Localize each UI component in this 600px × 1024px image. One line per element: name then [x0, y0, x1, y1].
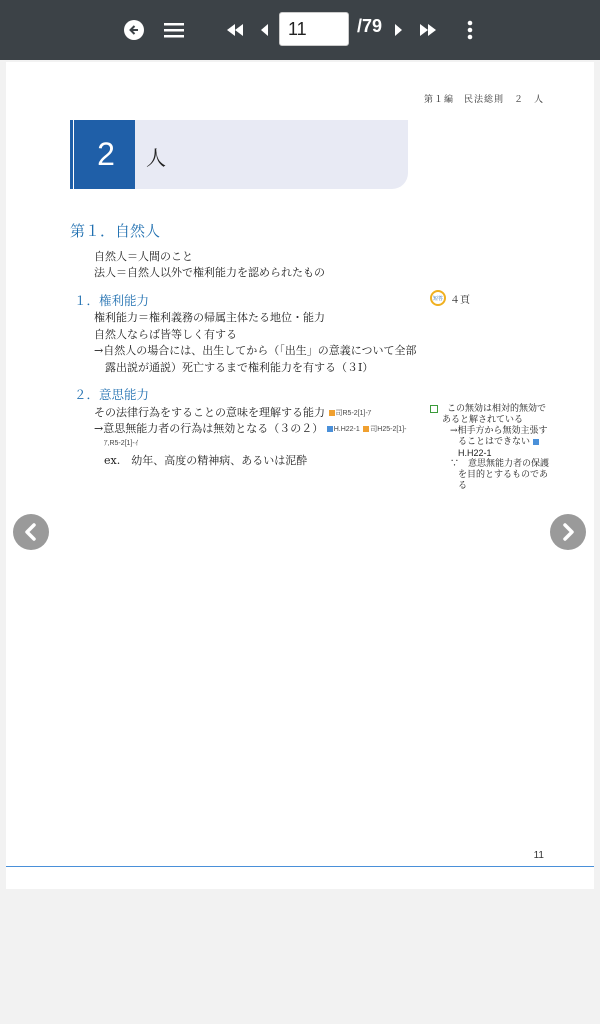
body-line [94, 404, 371, 420]
page-total-label: /79 [357, 16, 383, 36]
previous-page-button[interactable] [257, 14, 271, 46]
body-line: 露出説が通説）死亡するまで権利能力を有する（３Ⅰ） [94, 361, 374, 374]
rewind-icon [226, 24, 244, 36]
chapter-header [70, 120, 408, 189]
body-line: 自然人ならば皆等しく有する [94, 328, 237, 341]
subsection-title: ２．意思能力 [74, 387, 150, 402]
tag-text: 司R5-2[1]-ｱ [335, 410, 372, 417]
side-note-line: ∵ 意思無能力者の保護 [450, 459, 550, 469]
body-text: その法律行為をすることの意味を理解する能力 [94, 406, 325, 419]
side-note-line: →相手方から無効主張す [450, 426, 548, 436]
previous-page-arrow[interactable] [13, 514, 49, 550]
viewer-toolbar [0, 0, 600, 60]
page-number-input[interactable] [279, 12, 349, 46]
side-note-line: あると解されている [442, 415, 524, 425]
last-page-button[interactable] [417, 14, 439, 46]
tag-text: H.H22-1 [333, 425, 360, 433]
side-reference [430, 290, 470, 306]
short-answer-badge-icon: 短答 [430, 290, 446, 306]
body-line: ex. 幼年、高度の精神病、あるいは泥酔 [104, 454, 308, 467]
footer-rule [6, 866, 594, 867]
blue-square-icon [327, 426, 333, 432]
orange-square-icon [363, 426, 369, 432]
hamburger-icon [164, 22, 184, 38]
next-page-button[interactable] [391, 14, 405, 46]
exam-reference-tag: ｱ,R5-2[1]-ｲ [104, 440, 139, 447]
side-note-line [458, 437, 540, 448]
chevron-left-icon [23, 523, 39, 541]
side-note-line: H.H22-1 [458, 448, 492, 458]
chapter-number: 2 [77, 120, 135, 189]
subsection-title: １．権利能力 [74, 293, 150, 308]
blue-square-icon [533, 439, 539, 445]
fast-forward-icon [419, 24, 437, 36]
menu-button[interactable] [163, 14, 185, 46]
side-note-line: を目的とするものであ [458, 470, 549, 480]
chapter-stripe-decoration [70, 120, 77, 189]
body-text: →意思無能力者の行為は無効となる（３の２） [94, 422, 324, 435]
exam-reference-tag [363, 424, 406, 434]
next-page-arrow[interactable] [550, 514, 586, 550]
more-options-button[interactable] [462, 14, 478, 46]
first-page-button[interactable] [224, 14, 246, 46]
note-text: この無効は相対的無効で [447, 404, 547, 414]
back-button[interactable] [122, 14, 146, 46]
section-title: 第１．自然人 [70, 222, 161, 240]
side-reference-text: ４頁 [450, 294, 470, 306]
page-number: 11 [533, 850, 544, 861]
chevron-right-icon [560, 523, 576, 541]
checkbox-icon [430, 405, 438, 413]
body-line [94, 420, 406, 436]
tag-text: 司H25-2[1]- [370, 426, 407, 433]
intro-line: 法人＝自然人以外で権利能力を認められたもの [94, 266, 325, 279]
vertical-dots-icon [467, 20, 473, 40]
body-line: 権利能力＝権利義務の帰属主体たる地位・能力 [94, 311, 325, 324]
body-line: →自然人の場合には、出生してから（「出生」の意義について全部 [94, 344, 417, 357]
arrow-left-circle-icon [124, 20, 144, 40]
caret-left-icon [260, 24, 269, 36]
document-page [6, 62, 594, 889]
intro-line: 自然人＝人間のこと [94, 250, 193, 263]
running-head: 第１編 民法総則 ２ 人 [423, 95, 544, 105]
side-note-line: る [458, 481, 468, 491]
side-note-line [430, 404, 546, 415]
note-text: ることはできない [458, 437, 531, 447]
orange-square-icon [329, 410, 335, 416]
exam-reference-tag [329, 408, 372, 418]
caret-right-icon [394, 24, 403, 36]
exam-reference-tag [327, 426, 360, 433]
chapter-title: 人 [146, 146, 166, 170]
